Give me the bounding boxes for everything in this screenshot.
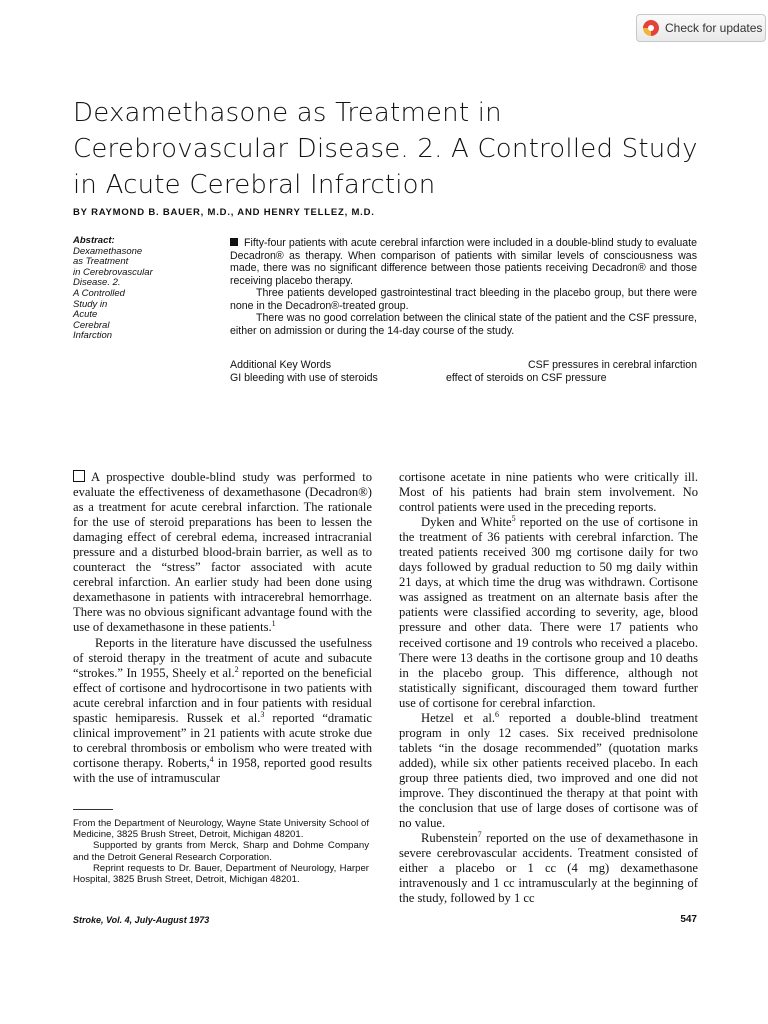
abstract-key-line: Study in [73, 298, 108, 310]
crossmark-icon [643, 20, 659, 36]
abstract-paragraph: Three patients developed gastrointestinal tract bleeding in the placebo group, but there were none in the Decadron®-treated group. [230, 287, 697, 312]
key-word: GI bleeding with use of steroids [230, 371, 378, 384]
footnote-support: Supported by grants from Merck, Sharp and Dohme Company and the Detroit General Research Corporation. [73, 840, 369, 863]
article-authors: BY RAYMOND B. BAUER, M.D., AND HENRY TELLEZ, M.D. [73, 207, 375, 218]
abstract-sidebar [73, 236, 183, 342]
body-column-right [399, 470, 698, 906]
abstract-key-line: as Treatment [73, 256, 129, 268]
abstract-paragraph: Fifty-four patients with acute cerebral infarction were included in a double-blind study to evaluate Decadron® as therapy. When comparison of patients with similar levels of consciousness was made, there was no significant difference between those patients receiving Decadron® and those receiving placebo therapy. [230, 237, 697, 287]
additional-key-words [230, 359, 697, 384]
check-for-updates-label: Check for updates [665, 21, 763, 35]
footnote-reprints: Reprint requests to Dr. Bauer, Department of Neurology, Harper Hospital, 3825 Brush Street, Detroit, Michigan 48201. [73, 862, 369, 886]
body-paragraph: Reports in the literature have discussed the usefulness of steroid therapy in the treatment of acute and subacute “strokes.” In 1955, Sheely et al.$^2$ reported on the beneficial effect of cortisone and hydrocortisone in two patients with acute cerebral infarction and in four patients with residual spastic hemiparesis. Russek et al.$^3$ reported “dramatic clinical improvement” in 21 patients with acute stroke due to cerebral thrombosis or embolism who were treated with cortisone therapy. Roberts,$^4$ in 1958, reported good results with the use of intramuscular [73, 635, 372, 785]
abstract-key-line: in Cerebrovascular [73, 266, 153, 278]
body-paragraph: cortisone acetate in nine patients who were critically ill. Most of his patients had brain stem involvement. No control patients were used in the preceding reports. [399, 470, 698, 515]
open-square-icon [73, 470, 85, 482]
key-word: effect of steroids on CSF pressure [446, 371, 607, 384]
abstract-key-line: Disease. 2. [73, 277, 121, 289]
footnote-divider [73, 809, 113, 810]
abstract-key-line: Acute [73, 309, 98, 321]
journal-citation: Stroke, Vol. 4, July-August 1973 [73, 915, 210, 925]
page-number: 547 [680, 914, 697, 925]
abstract-text [230, 237, 697, 337]
abstract-key-line: Infarction [73, 330, 113, 342]
footnotes [73, 818, 369, 885]
additional-key-words-label: Additional Key Words [230, 359, 332, 371]
body-paragraph: Hetzel et al.$^6$ reported a double-blind treatment program in only 12 cases. Six received prednisolone tablets “in the dosage recommended” (quotation marks added), while six other patients received placebo. In each group three patients died, two improved and one did not improve. They discontinued the therapy at that point with the conclusion that use of large doses of cortisone was of no value. [399, 709, 698, 831]
article-title: Dexamethasone as Treatment in Cerebrovascular Disease. 2. A Controlled Study in Acute Cerebral Infarction [73, 98, 698, 200]
abstract-label: Abstract: [73, 235, 115, 246]
body-paragraph: Rubenstein$^7$ reported on the use of dexamethasone in severe cerebrovascular accidents. Treatment consisted of either a placebo or 1 cc (4 mg) dexamethasone intravenously and 1 cc intramuscularly at the beginning of the study, followed by 1 cc [399, 829, 698, 906]
body-paragraph: A prospective double-blind study was performed to evaluate the effectiveness of dexamethasone (Decadron®) as a treatment for acute cerebral infarction. The rationale for the use of steroid preparations has been to lessen the damaging effect of cerebral edema, increased intracranial pressure and a disturbed blood-brain barrier, as well as to counteract the “stress” factor associated with acute cerebral infarction. An earlier study had been done using dexamethasone in patients with intracerebral hemorrhage. There was no obvious significant advantage found with the use of dexamethasone in these patients.$^1$ [73, 470, 372, 635]
body-paragraph: Dyken and White$^5$ reported on the use of cortisone in the treatment of 36 patients with cerebral infarction. The treated patients received 300 mg cortisone daily for two days followed by gradual reduction to 50 mg daily within 21 days, at which time the drug was withdrawn. Cortisone was assigned as treatment on an alternate basis after the patients were classified according to severity, age, blood pressure and other data. There were 17 patients who received cortisone and 19 controls who received a placebo. There were 13 deaths in the cortisone group and 10 deaths in the placebo group. This difference, although not statistically significant, discouraged them toward further use of cortisone for cerebral infarction. [399, 513, 698, 710]
abstract-key-line: Cerebral [73, 319, 110, 331]
black-square-bullet-icon [230, 238, 238, 246]
abstract-paragraph: There was no good correlation between the clinical state of the patient and the CSF pressure, either on admission or during the 14-day course of the study. [230, 312, 697, 337]
footnote-affiliation: From the Department of Neurology, Wayne State University School of Medicine, 3825 Brush Street, Detroit, Michigan 48201. [73, 818, 369, 841]
key-word: CSF pressures in cerebral infarction [528, 359, 697, 371]
abstract-key-line: Dexamethasone [73, 245, 143, 257]
body-column-left [73, 470, 372, 786]
check-for-updates-button[interactable] [636, 14, 766, 42]
abstract-key-line: A Controlled [73, 287, 125, 299]
